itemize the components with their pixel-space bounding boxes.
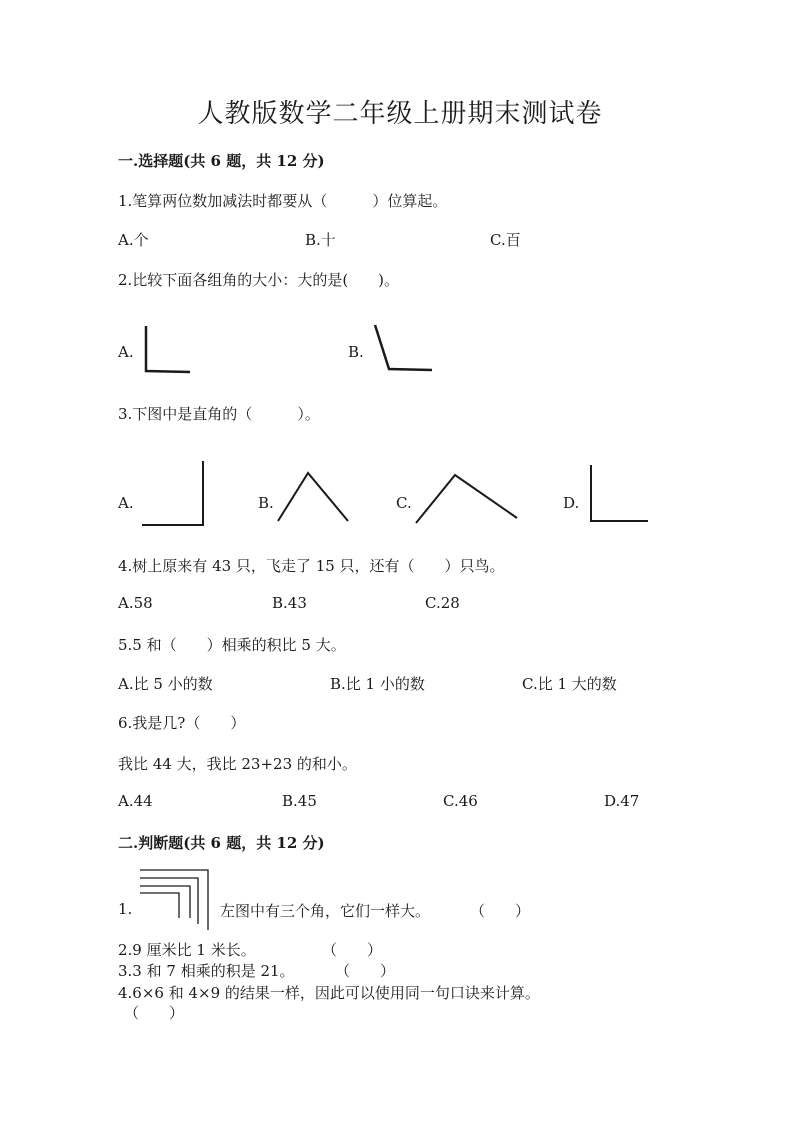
judge-q2-text: 2.9 厘米比 1 米长。	[118, 941, 256, 959]
q3-option-c: C.	[396, 494, 412, 512]
q3-option-d: D.	[563, 494, 580, 512]
q6-option-b: B.45	[282, 792, 317, 810]
q6-option-d: D.47	[604, 792, 640, 810]
q3-option-a: A.	[118, 494, 134, 512]
q3-angle-c-figure	[412, 471, 522, 527]
judge-q4-answer-paren[interactable]: （ ）	[124, 1004, 185, 1022]
q2-stem: 2.比较下面各组角的大小：大的是( )。	[118, 271, 400, 289]
judge-q1-answer-paren[interactable]: （ ）	[470, 902, 531, 920]
q3-angle-d-figure	[586, 462, 652, 526]
q3-angle-a-figure	[138, 458, 210, 530]
q6-subtext: 我比 44 大，我比 23+23 的和小。	[118, 755, 357, 773]
q4-stem: 4.树上原来有 43 只，飞走了 15 只，还有（ ）只鸟。	[118, 557, 505, 575]
section-1-heading: 一.选择题(共 6 题，共 12 分)	[118, 152, 325, 170]
section-2-heading: 二.判断题(共 6 题，共 12 分)	[118, 834, 325, 852]
q2-angle-a-figure	[140, 322, 194, 378]
judge-q1-number: 1.	[118, 900, 133, 918]
q1-option-b: B.十	[305, 231, 336, 249]
judge-q3-text: 3.3 和 7 相乘的积是 21。	[118, 962, 295, 980]
q3-option-b: B.	[258, 494, 274, 512]
q6-option-c: C.46	[443, 792, 478, 810]
q5-option-c: C.比 1 大的数	[522, 675, 617, 693]
q2-angle-b-figure	[370, 320, 436, 376]
q5-option-a: A.比 5 小的数	[118, 675, 213, 693]
q5-option-b: B.比 1 小的数	[330, 675, 425, 693]
q1-stem: 1.笔算两位数加减法时都要从（ ）位算起。	[118, 192, 448, 210]
q6-option-a: A.44	[118, 792, 153, 810]
q4-option-b: B.43	[272, 594, 307, 612]
judge-q3-answer-paren[interactable]: （ ）	[335, 962, 396, 980]
q5-stem: 5.5 和（ ）相乘的积比 5 大。	[118, 636, 346, 654]
q1-option-c: C.百	[490, 231, 521, 249]
q2-option-b: B.	[348, 343, 364, 361]
page-title: 人教版数学二年级上册期末测试卷	[197, 99, 603, 129]
judge-q4-text: 4.6×6 和 4×9 的结果一样，因此可以使用同一句口诀来计算。	[118, 984, 540, 1002]
q3-angle-b-figure	[274, 468, 354, 526]
judge-q1-angles-figure	[138, 866, 214, 932]
q6-stem: 6.我是几?（ ）	[118, 714, 246, 732]
q1-option-a: A.个	[118, 231, 149, 249]
judge-q2-answer-paren[interactable]: （ ）	[322, 941, 383, 959]
judge-q1-text: 左图中有三个角，它们一样大。	[220, 902, 431, 920]
q2-option-a: A.	[118, 343, 134, 361]
q4-option-a: A.58	[118, 594, 153, 612]
q3-stem: 3.下图中是直角的（ ）。	[118, 405, 320, 423]
q4-option-c: C.28	[425, 594, 460, 612]
